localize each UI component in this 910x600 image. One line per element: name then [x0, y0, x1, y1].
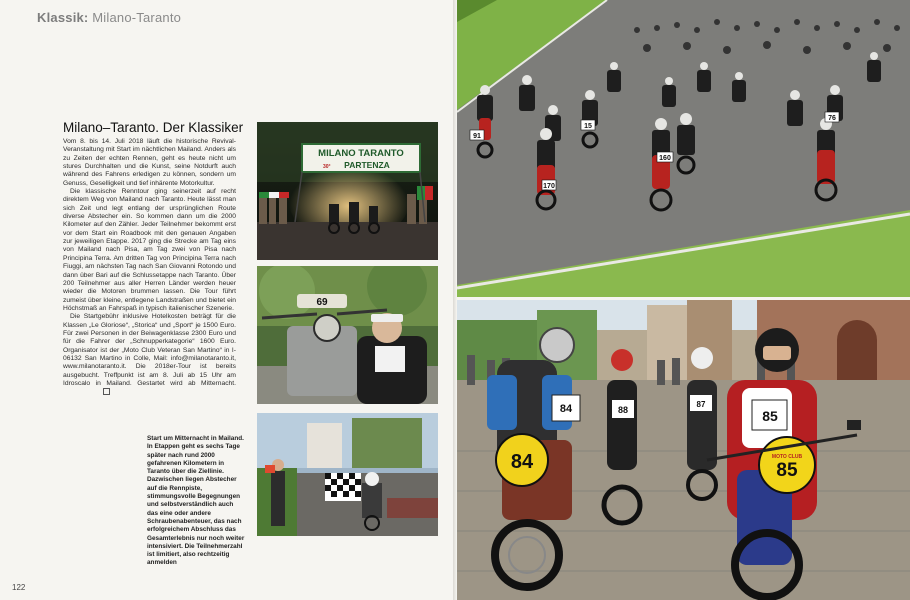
article-paragraph: Die klassische Renntour ging seinerzeit auf recht direktem Weg von Mailand nach Taranto. Heute lässt man sich Zeit und legt entlang der ursprünglichen Route diverse Abstecher ein. So kommen dann um die 2000 Kilometer auf den Zähler. Jeder Teilnehmer bekommt erst vor dem Start ein Roadbook mit den genauen Angaben zur jeweiligen Etappe. 2017 ging die Strecke am Tag eins von Mailand nach Pisa, am Tag zwei von Pisa nach Principina Terra. Am dritten Tag von Principina Terra nach Fiuggi, am nächsten Tag nach San Giovanni Rotondo und dann über Bari auf die Schlussetappe nach Taranto. Über 200 Teilnehmer aus aller Herren Länder werden heuer wieder die Motoren brummen lassen. Die Tour führt zumeist über kleine, entlegene Landstraßen und bietet ein Höchstmaß an Fahrspaß in typisch italienischer Szenerie. — [63, 188, 236, 312]
photo-checkered-flag — [257, 413, 438, 536]
race-number-15: 15 — [584, 123, 592, 130]
photo-caption: Start um Mitternacht in Mailand. In Etappen geht es sechs Tage später nach rund 2000 gefahrenen Kilometern in Taranto über die Ziellinie. Dazwischen liegen Abstecher auf die Rennpiste, stimmungsvolle Begegnungen und selbstverständlich auch das eine oder andere Schraubenabenteuer, das nach erfolgreichem Abschluss das Gesamterlebnis nur noch weiter intensiviert. Die Teilnehmerzahl ist limitiert, also rechtzeitig anmelden — [147, 435, 245, 567]
article-headline: Milano–Taranto. Der Klassiker — [63, 120, 244, 135]
end-mark-icon — [103, 388, 110, 395]
vest-number-88: 88 — [617, 405, 629, 415]
rubric-label: Klassik: — [37, 10, 89, 25]
race-number-160: 160 — [659, 155, 671, 162]
article-paragraph: Vom 8. bis 14. Juli 2018 läuft die historische Revival-Veranstaltung mit Start im nächtlichen Mailand. Anders als zu Zeiten der echten Rennen, geht es heute nicht um stures Durchhalten und die Kunst, seine Notdurft auch während des Fahrens erledigen zu können, sondern um Genuss, Geselligkeit und tief inhärente Motorkultur. — [63, 138, 236, 187]
banner-line2: PARTENZA — [344, 160, 390, 170]
vest-number-87: 87 — [696, 400, 706, 409]
club-plate-text: MOTO CLUB — [771, 454, 803, 460]
section-rubric — [37, 10, 181, 25]
plate-84: 84 — [510, 451, 534, 473]
vest-number-84: 84 — [559, 403, 573, 415]
photo-race-track-field — [457, 0, 910, 297]
photo-rider-69 — [257, 266, 438, 404]
page-number: 122 — [12, 583, 26, 592]
banner-line1: MILANO TARANTO — [318, 148, 404, 159]
race-number-91: 91 — [473, 133, 481, 140]
race-number-69: 69 — [316, 297, 328, 308]
article-paragraph — [63, 313, 236, 397]
photo-riders-square — [457, 300, 910, 600]
banner-edition: 30° — [323, 164, 331, 170]
vest-number-85: 85 — [762, 408, 778, 424]
race-number-76: 76 — [828, 115, 836, 122]
photo-night-start — [257, 122, 438, 260]
race-number-170: 170 — [543, 183, 555, 190]
plate-85: 85 — [776, 460, 798, 481]
article — [63, 120, 244, 397]
article-paragraph-text: Die Startgebühr inklusive Hotelkosten beträgt für die Klassen „Le Gloriose“, „Storica“ und „Sport“ je 1500 Euro. Für zwei Personen in der Beiwagenklasse 2300 Euro und für die Fahrer der „Schnupperkategorie“ 1600 Euro. Organisator ist der „Moto Club Veteran San Martino“ in I-06132 San Martino in Colle, Mail: info@milanotaranto.it, www.milanotaranto.it. Die 2018er-Tour ist bereits ausgebucht. Treffpunkt ist am 8. Juli ab 15 Uhr am Idroscalo in Mailand. Gestartet wird ab Mitternacht. — [63, 313, 236, 387]
rubric-title: Milano-Taranto — [92, 10, 182, 25]
article-body — [63, 138, 236, 397]
